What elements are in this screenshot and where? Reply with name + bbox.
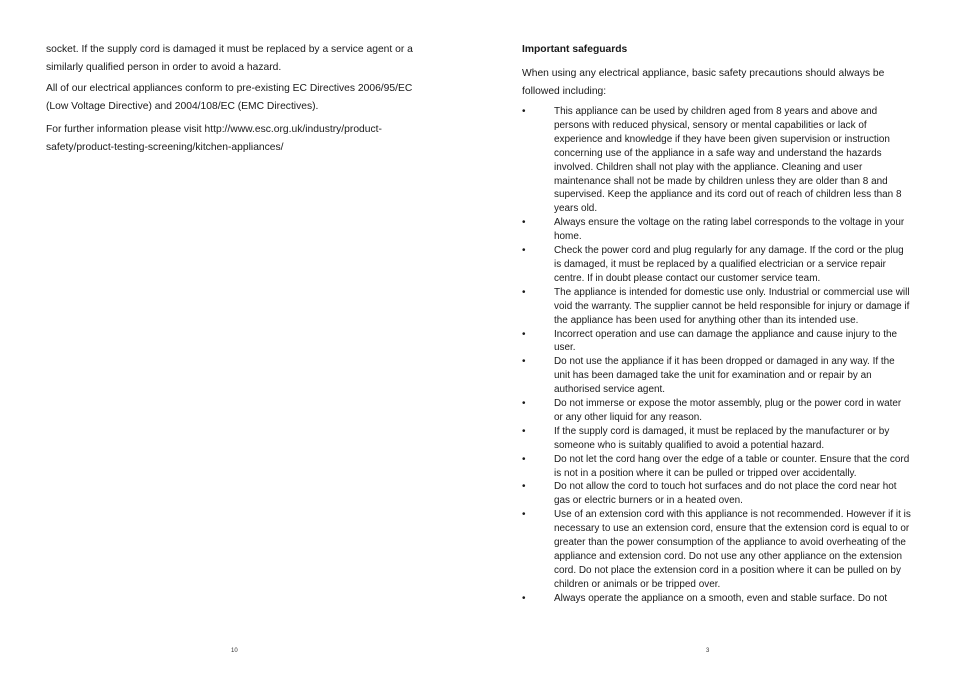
list-item	[522, 508, 912, 591]
list-item-text: The appliance is intended for domestic use only. Industrial or commercial use will void the warranty. The supplier cannot be held responsible for injury or damage if the appliance has been used for anything other than its intended use.	[554, 286, 910, 326]
bullet-icon: •	[522, 328, 526, 340]
list-item	[522, 592, 912, 606]
list-item	[522, 453, 912, 481]
list-item-text: Incorrect operation and use can damage the appliance and cause injury to the user.	[554, 328, 898, 354]
list-item	[522, 355, 912, 397]
list-item-text: Do not allow the cord to touch hot surfaces and do not place the cord near hot gas or electric burners or in a heated oven.	[554, 481, 897, 507]
bullet-icon: •	[522, 245, 526, 257]
bullet-icon: •	[522, 509, 526, 521]
list-item	[522, 216, 912, 244]
bullet-icon: •	[522, 398, 526, 410]
bullet-icon: •	[522, 425, 526, 437]
page-number-right: 3	[706, 648, 710, 654]
list-item-text: This appliance can be used by children aged from 8 years and above and persons with reduced physical, sensory or mental capabilities or lack of experience and knowledge if they have been given supervision or instruction concerning use of the appliance in a safe way and understand the hazards involved. Children shall not play with the appliance. Cleaning and user maintenance shall not be made by children unless they are older than 8 and supervised. Keep the appliance and its cord out of reach of children less than 8 years old.	[554, 106, 902, 215]
list-item	[522, 286, 912, 328]
list-item	[522, 328, 912, 356]
list-item-text: If the supply cord is damaged, it must be replaced by the manufacturer or by someone who is suitably qualified to avoid a potential hazard.	[554, 425, 890, 451]
list-item-text: Always ensure the voltage on the rating label corresponds to the voltage in your home.	[554, 217, 905, 243]
ec-directives-paragraph: All of our electrical appliances conform to pre-existing EC Directives 2006/95/EC (Low Voltage Directive) and 2004/108/EC (EMC Directives).	[46, 83, 413, 112]
page-number-left: 10	[231, 648, 238, 654]
bullet-icon: •	[522, 286, 526, 298]
bullet-icon: •	[522, 453, 526, 465]
list-item-text: Do not use the appliance if it has been dropped or damaged in any way. If the unit has been damaged take the unit for examination and or repair by an authorised service agent.	[554, 356, 895, 396]
list-item-text: Do not let the cord hang over the edge of a table or counter. Ensure that the cord is not in a position where it can be pulled or tripped over accidentally.	[554, 453, 910, 479]
list-item-text: Always operate the appliance on a smooth, even and stable surface. Do not	[554, 592, 888, 604]
safeguards-list	[522, 105, 912, 606]
list-item-text: Do not immerse or expose the motor assembly, plug or the power cord in water or any other liquid for any reason.	[554, 398, 902, 423]
list-item-text: Use of an extension cord with this appliance is not recommended. However if it is necessary to use an extension cord, ensure that the extension cord is equal to or greater than the power consumption of the appliance to avoid overheating of the appliance and extension cord. Do not use any other appliance on the extension cord. Do not place the extension cord in a position where it can be pulled on by children or animals or be tripped over.	[554, 509, 911, 590]
bullet-icon: •	[522, 217, 526, 229]
list-item	[522, 397, 912, 425]
bullet-icon: •	[522, 106, 526, 117]
list-item	[522, 105, 912, 216]
list-item-text: Check the power cord and plug regularly for any damage. If the cord or the plug is damaged, it must be replaced by a qualified electrician or a service repair centre. If in doubt please contact our customer service team.	[554, 245, 904, 284]
bullet-icon: •	[522, 592, 526, 604]
left-page	[46, 0, 426, 675]
bullet-icon: •	[522, 356, 526, 368]
cord-replacement-paragraph: socket. If the supply cord is damaged it must be replaced by a service agent or a similarly qualified person in order to avoid a hazard.	[46, 44, 413, 73]
list-item	[522, 244, 912, 286]
section-heading: Important safeguards	[522, 44, 628, 55]
list-item	[522, 425, 912, 453]
bullet-icon: •	[522, 481, 526, 493]
intro-paragraph: When using any electrical appliance, basic safety precautions should always be followed including:	[522, 68, 885, 97]
list-item	[522, 480, 912, 508]
right-page	[522, 0, 912, 675]
further-information-paragraph: For further information please visit http://www.esc.org.uk/industry/product-safety/product-testing-screening/kitchen-appliances/	[46, 124, 382, 153]
